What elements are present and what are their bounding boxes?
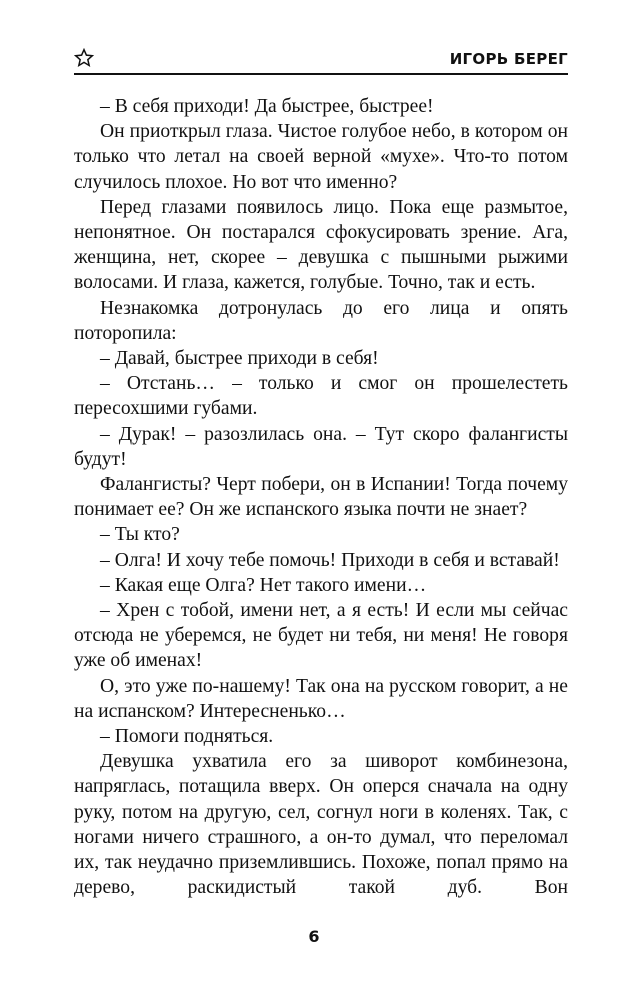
paragraph: – Давай, быстрее приходи в себя!	[100, 348, 379, 370]
header-rule	[74, 73, 568, 75]
paragraph: – Дурак! – разозлилась она. – Тут скоро фалангисты будут!	[74, 423, 568, 470]
paragraph: Фалангисты? Черт побери, он в Испании! Тогда почему понимает ее? Он же испанского языка почти не знает?	[74, 474, 568, 521]
paragraph: О, это уже по-нашему! Так она на русском говорит, а не на испанском? Интересненько…	[74, 675, 568, 722]
paragraph: – Олга! И хочу тебе помочь! Приходи в себя и вставай!	[100, 549, 560, 571]
star-outline-icon	[74, 48, 94, 68]
paragraph: Девушка ухватила его за шиворот комбинезона, напряглась, потащила вверх. Он оперся сначала на одну руку, потом на другую, сел, согнул ноги в коленях. Так, с ногами ничего страшного, а он-то думал, что переломал их, так неудачно приземлившись. Похоже, попал прямо на дерево, раскидистый такой дуб. Вон	[74, 751, 568, 899]
paragraph: Незнакомка дотронулась до его лица и опять поторопила:	[74, 297, 568, 344]
paragraph: – Помоги подняться.	[100, 726, 274, 748]
running-header	[74, 44, 568, 76]
page-number: 6	[308, 927, 320, 946]
paragraph: Перед глазами появилось лицо. Пока еще размытое, непонятное. Он постарался сфокусировать зрение. Ага, женщина, нет, скорее – девушка с пышными рыжими волосами. И глаза, кажется, голубые. Точно, так и есть.	[74, 196, 568, 294]
running-header-author: ИГОРЬ БЕРЕГ	[449, 50, 568, 68]
paragraph: – Отстань… – только и смог он прошелестеть пересохшими губами.	[74, 373, 568, 420]
paragraph: – Ты кто?	[100, 524, 180, 546]
paragraph: – Какая еще Олга? Нет такого имени…	[100, 574, 427, 596]
paragraph: Он приоткрыл глаза. Чистое голубое небо, в котором он только что летал на своей верной «мухе». Что-то потом случилось плохое. Но вот что именно?	[74, 121, 568, 193]
paragraph: – Хрен с тобой, имени нет, а я есть! И если мы сейчас отсюда не уберемся, не будет ни тебя, ни меня! Не говоря уже об именах!	[74, 600, 568, 672]
body-text	[74, 94, 568, 901]
paragraph: – В себя приходи! Да быстрее, быстрее!	[100, 96, 434, 117]
